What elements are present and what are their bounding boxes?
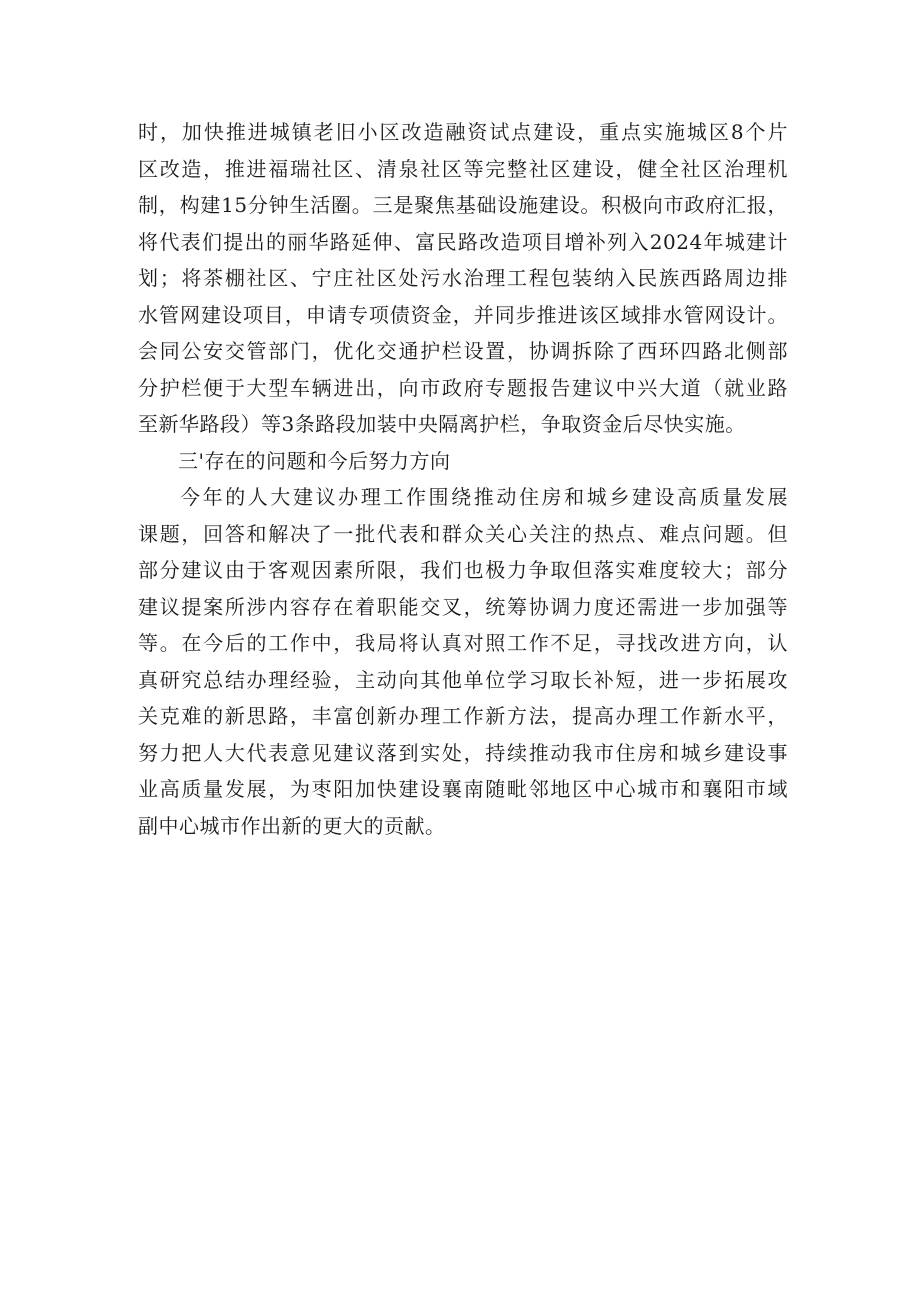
text-line: 努力把人大代表意见建议落到实处，持续推动我市住房和城乡建设事 [138, 740, 788, 765]
text-line: 关克难的新思路，丰富创新办理工作新方法，提高办理工作新水平， [138, 704, 788, 728]
text-line: 副中心城市作出新的更大的贡献。 [138, 813, 446, 838]
text-line: 会同公安交管部门，优化交通护栏设置，协调拆除了西环四路北侧部 [138, 339, 788, 363]
text-line: 分护栏便于大型车辆进出，向市政府专题报告建议中兴大道（就业路 [138, 375, 788, 400]
text-line: 区改造，推进福瑞社区、清泉社区等完整社区建设，健全社区治理机 [138, 156, 788, 181]
text-line: 划；将茶棚社区、宁庄社区处污水治理工程包装纳入民族西路周边排 [138, 266, 788, 290]
text-line: 至新华路段）等3条路段加装中央隔离护栏，争取资金后尽快实施。 [138, 412, 746, 436]
text-line: 课题，回答和解决了一批代表和群众关心关注的热点、难点问题。但 [138, 521, 788, 546]
text-line: 业高质量发展，为枣阳加快建设襄南随毗邻地区中心城市和襄阳市域 [138, 777, 788, 801]
section-heading: 三'存在的问题和今后努力方向 [178, 448, 451, 473]
text-line: 等。在今后的工作中，我局将认真对照工作不足，寻找改进方向，认 [138, 631, 788, 655]
text-line: 将代表们提出的丽华路延伸、富民路改造项目增补列入2024年城建计 [138, 229, 788, 254]
text-line: 时，加快推进城镇老旧小区改造融资试点建设，重点实施城区8个片 [138, 120, 788, 144]
text-line: 部分建议由于客观因素所限，我们也极力争取但落实难度较大；部分 [138, 558, 788, 582]
text-line: 建议提案所涉内容存在着职能交叉，统筹协调力度还需进一步加强等 [138, 594, 788, 619]
paragraph-1 [138, 114, 788, 443]
document-body [138, 114, 788, 844]
text-line: 今年的人大建议办理工作围绕推动住房和城乡建设高质量发展 [180, 485, 788, 509]
text-line: 制，构建15分钟生活圈。三是聚焦基础设施建设。积极向市政府汇报， [138, 193, 788, 217]
text-line: 真研究总结办理经验，主动向其他单位学习取长补短，进一步拓展攻 [138, 667, 788, 692]
paragraph-2 [138, 479, 788, 844]
text-line: 水管网建设项目，申请专项债资金，并同步推进该区域排水管网设计。 [138, 302, 788, 327]
